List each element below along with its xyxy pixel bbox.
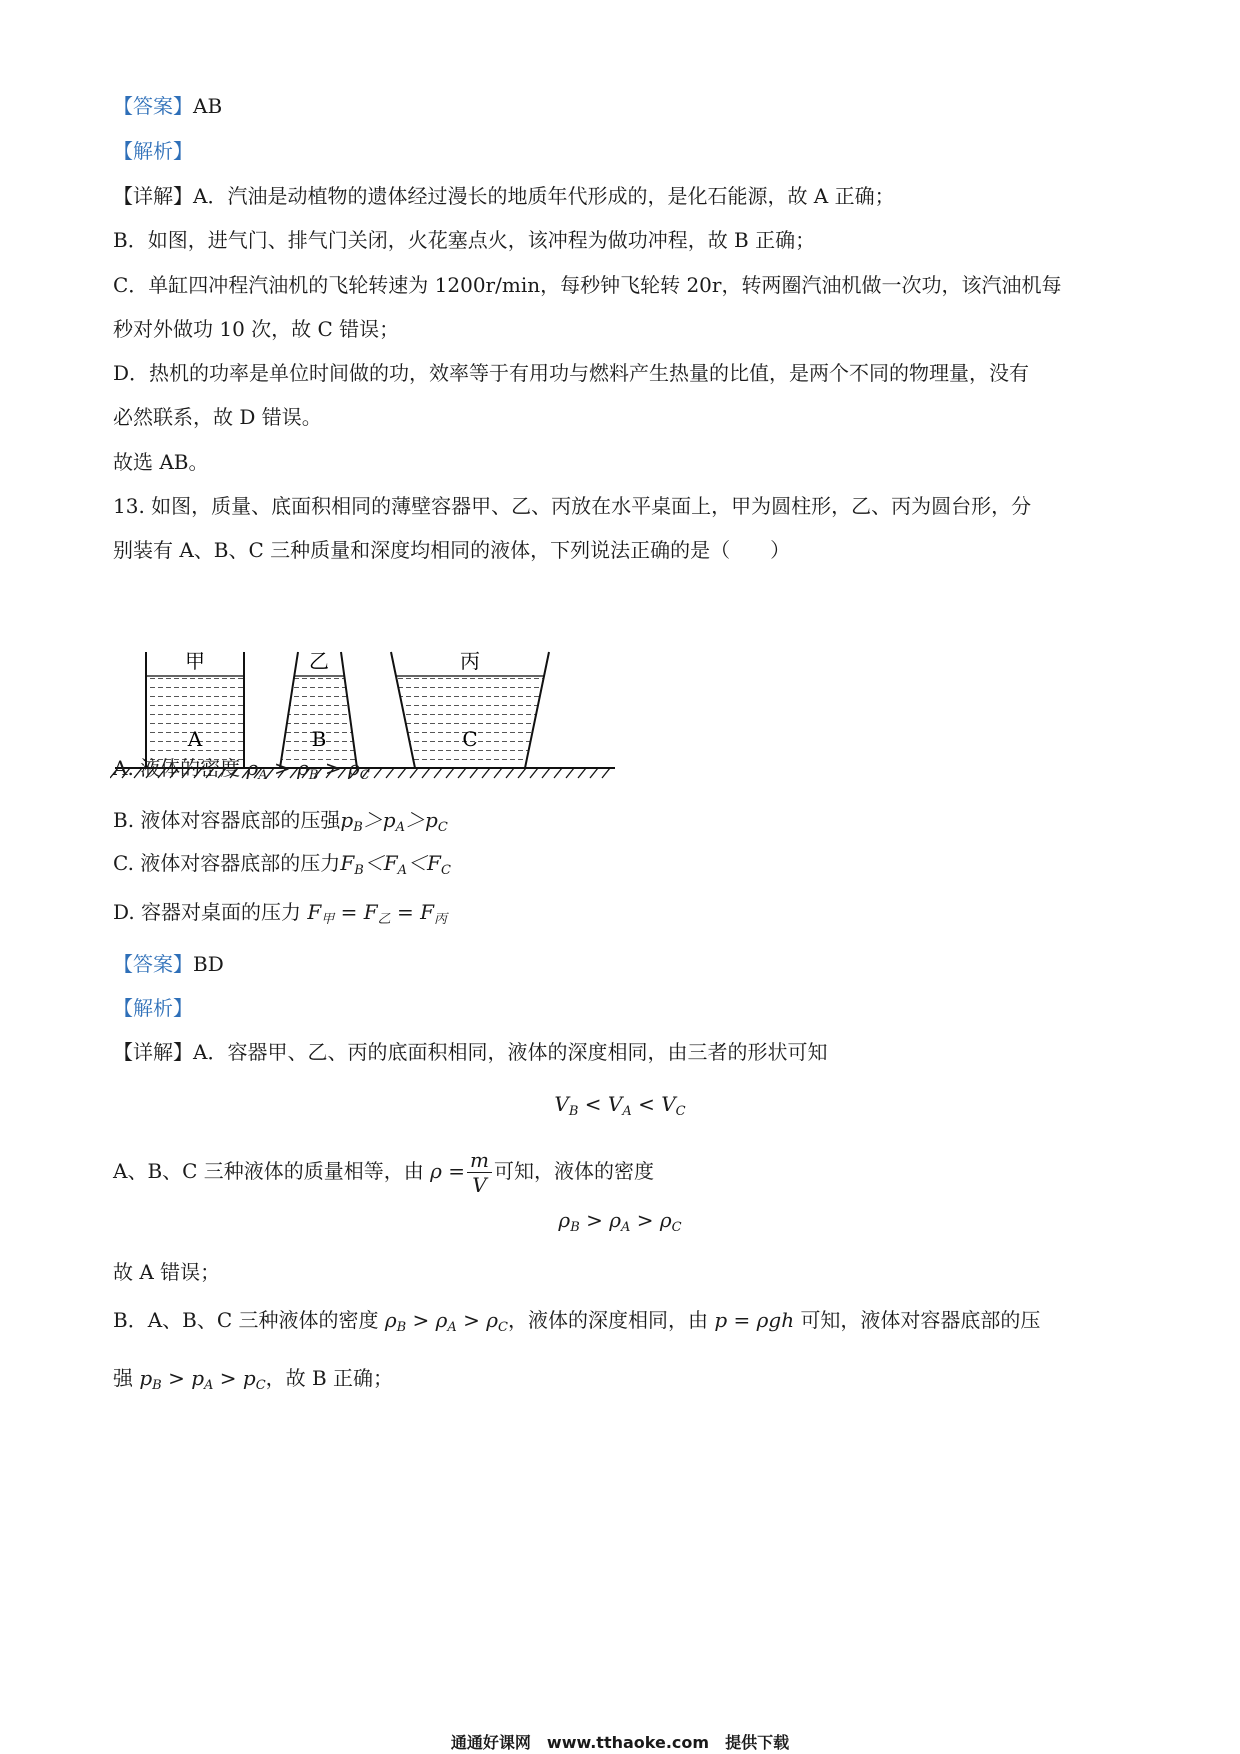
q13-detail-a [113, 1038, 1133, 1066]
b2-prefix: 强 [113, 1366, 133, 1390]
mass-line-suffix: 可知，液体的密度 [494, 1159, 655, 1183]
q13-stem-line2: 别装有 A、B、C 三种质量和深度均相同的液体，下列说法正确的是（ ） [113, 538, 791, 562]
containers-figure [110, 638, 630, 818]
option-c-text: C. 液体对容器底部的压力 [113, 851, 341, 875]
option-a-text: A. 液体的密度 [113, 756, 241, 780]
option-c [113, 849, 1133, 885]
b-density-formula: $\rho_B > \rho_A > \rho_C$ [384, 1308, 508, 1335]
q12-answer-line [113, 92, 1133, 120]
option-b [113, 806, 1133, 842]
q12-detail-b: B．如图，进气门、排气门关闭，火花塞点火，该冲程为做功冲程，故 B 正确； [113, 228, 816, 252]
q12-detail-d1: D．热机的功率是单位时间做的功，效率等于有用功与燃料产生热量的比值，是两个不同的物理量，没有 [113, 361, 1030, 385]
q12-analysis-tag: 【解析】 [113, 139, 193, 163]
b-prefix: B．A、B、C 三种液体的密度 [113, 1308, 379, 1332]
label-bing: 丙 [460, 649, 480, 673]
detail-tag: 【详解】 [113, 184, 193, 208]
label-liquid-c: C [462, 727, 478, 751]
mass-line-prefix: A、B、C 三种液体的质量相等，由 [113, 1159, 424, 1183]
q13-analysis-tag: 【解析】 [113, 996, 193, 1020]
option-d-formula: $F_甲 = F_乙 = F_丙$ [307, 900, 448, 927]
answer-tag: 【答案】 [113, 952, 193, 976]
b-suffix: 可知，液体对容器底部的压 [800, 1308, 1041, 1332]
q12-detail-d2: 必然联系，故 D 错误。 [113, 405, 322, 429]
footer-watermark: 通通好课网 www.tthaoke.com 提供下载 [450, 1733, 790, 1752]
label-yi: 乙 [309, 649, 329, 673]
answer-value: BD [193, 952, 224, 976]
label-liquid-b: B [311, 727, 327, 751]
answer-value: AB [193, 94, 223, 118]
option-a-formula: $\rho_A > \rho_B > \rho_C$ [246, 756, 370, 783]
q12-detail-c1: C．单缸四冲程汽油机的飞轮转速为 1200r/min，每秒钟飞轮转 20r，转两圈汽油机做一次功，该汽油机每 [113, 273, 1062, 297]
b-mid: ，液体的深度相同，由 [508, 1308, 708, 1332]
q12-detail-c2: 秒对外做功 10 次，故 C 错误； [113, 317, 400, 341]
option-d [113, 898, 1133, 934]
density-formula: ρ = $\frac{m}{V}$ [430, 1159, 494, 1183]
detail-b-line2 [113, 1364, 1133, 1400]
container-jia [146, 649, 244, 768]
pressure-formula: p = ρgh [714, 1308, 795, 1332]
volume-relation: $V_B < V_A < V_C$ [554, 1092, 686, 1119]
density-relation: $\rho_B > \rho_A > \rho_C$ [558, 1208, 682, 1235]
container-yi [280, 649, 357, 768]
label-jia: 甲 [185, 649, 205, 673]
detail-text: A．容器甲、乙、丙的底面积相同，液体的深度相同，由三者的形状可知 [193, 1040, 828, 1064]
detail-text: A．汽油是动植物的遗体经过漫长的地质年代形成的，是化石能源，故 A 正确； [193, 184, 895, 208]
pressure-relation: $p_B > p_A > p_C$ [139, 1366, 266, 1393]
option-b-text: B. 液体对容器底部的压强 [113, 808, 341, 832]
mass-line [113, 1148, 1133, 1197]
b2-suffix: ，故 B 正确； [265, 1366, 394, 1390]
q13-stem-line1: 13. 如图，质量、底面积相同的薄壁容器甲、乙、丙放在水平桌面上，甲为圆柱形，乙、丙为圆台形，分 [113, 494, 1032, 518]
option-d-text: D. 容器对桌面的压力 [113, 900, 302, 924]
detail-tag: 【详解】 [113, 1040, 193, 1064]
option-c-formula: $F_B<F_A<F_C$ [340, 851, 451, 878]
option-b-formula: $p_B>p_A>p_C$ [340, 808, 448, 835]
option-a [113, 754, 1133, 790]
container-bing [391, 649, 549, 768]
q12-conclusion: 故选 AB。 [113, 450, 209, 474]
wrong-a: 故 A 错误； [113, 1260, 221, 1284]
q12-detail-a [113, 182, 1133, 210]
detail-b-line1 [113, 1306, 1133, 1342]
answer-tag: 【答案】 [113, 94, 193, 118]
q13-answer-line [113, 950, 1133, 978]
label-liquid-a: A [187, 727, 203, 751]
